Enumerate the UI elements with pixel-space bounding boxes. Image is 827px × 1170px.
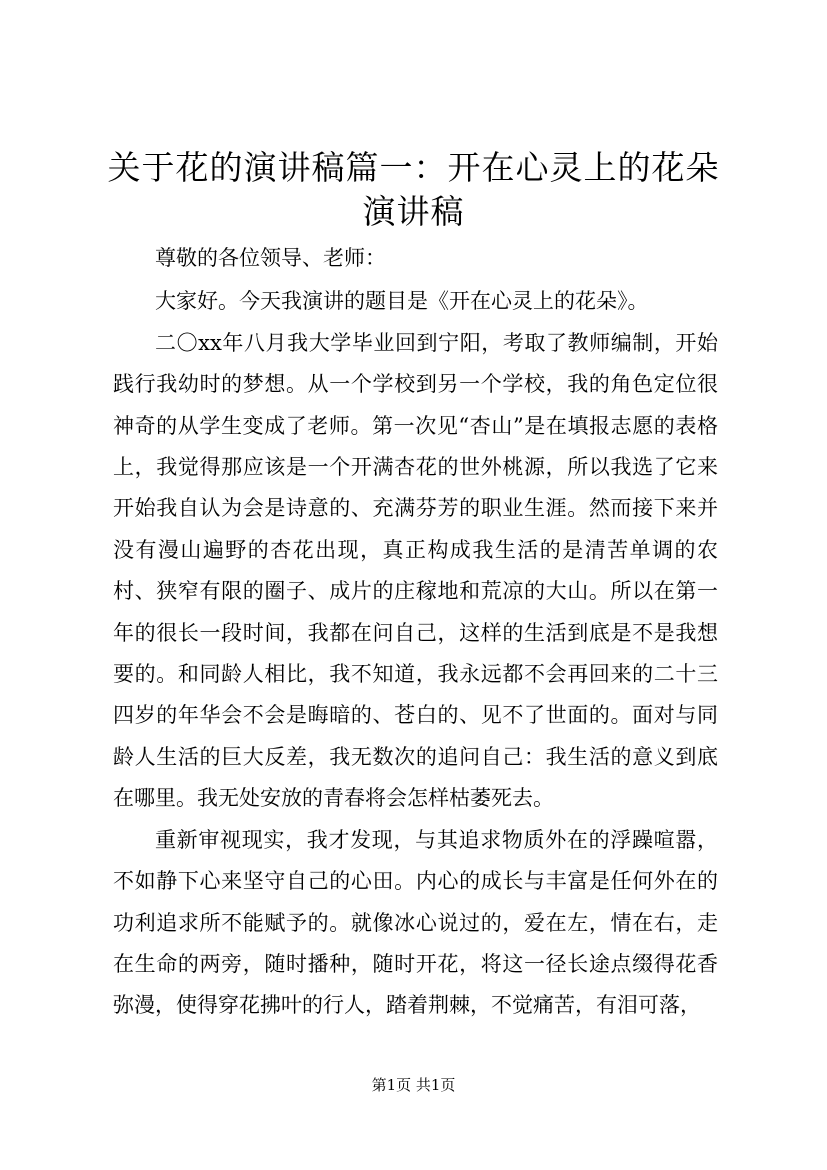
paragraph-greeting: 尊敬的各位领导、老师： — [155, 246, 386, 270]
paragraph-story: 二〇xx年八月我大学毕业回到宁阳，考取了教师编制，开始践行我幼时的梦想。从一个学校到另一个学校，我的角色定位很神奇的从学生变成了老师。第一次见“杏山”是在填报志愿的表格上，我觉得那应该是一个开满杏花的世外桃源，所以我选了它来开始我自认为会是诗意的、充满芬芳的职业生涯。然而接下来并没有漫山遍野的杏花出现，真正构成我生活的是清苦单调的农村、狭窄有限的圈子、成片的庄稼地和荒凉的大山。所以在第一年的很长一段时间，我都在问自己，这样的生活到底是不是我想要的。和同龄人相比，我不知道，我永远都不会再回来的二十三四岁的年华会不会是晦暗的、苍白的、见不了世面的。面对与同龄人生活的巨大反差，我无数次的追问自己：我生活的意义到底在哪里。我无处安放的青春将会怎样枯萎死去。 — [113, 330, 718, 811]
page-footer: 第1页 共1页 — [371, 1076, 456, 1094]
paragraph-reflection: 重新审视现实，我才发现，与其追求物质外在的浮躁喧嚣，不如静下心来坚守自己的心田。内心的成长与丰富是任何外在的功利追求所不能赋予的。就像冰心说过的，爱在左，情在右，走在生命的两旁，随时播种，随时开花，将这一径长途点缀得花香弥漫，使得穿花拂叶的行人，踏着荆棘，不觉痛苦，有泪可落， — [113, 827, 718, 1018]
document-body — [113, 238, 718, 1027]
paragraph-intro: 大家好。今天我演讲的题目是《开在心灵上的花朵》。 — [155, 289, 649, 314]
document-title: 关于花的演讲稿篇一：开在心灵上的花朵演讲稿 — [107, 148, 720, 231]
